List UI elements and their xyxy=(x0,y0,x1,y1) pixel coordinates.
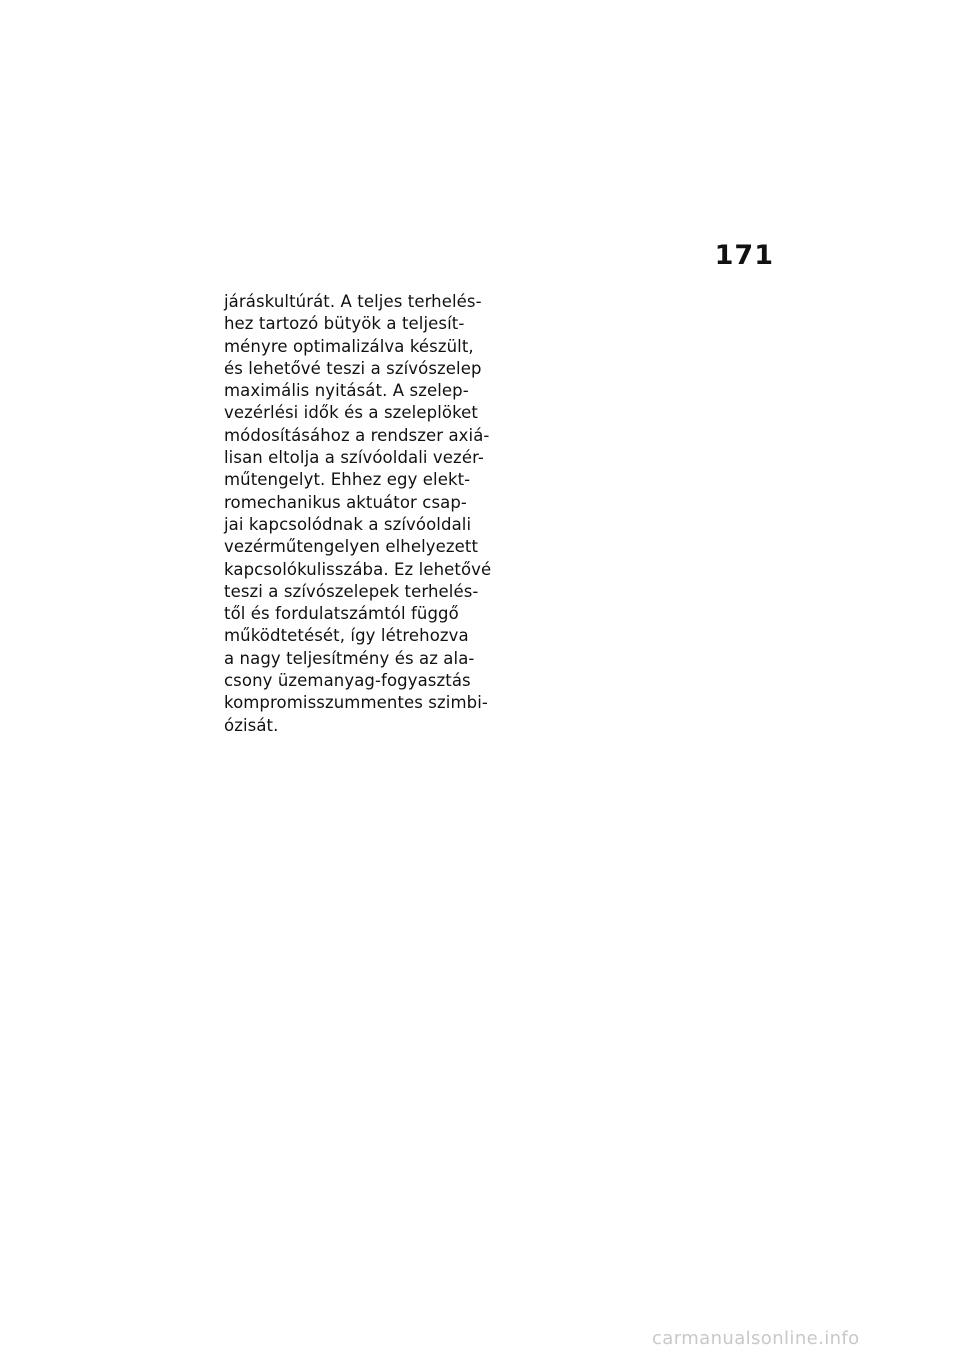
watermark-link[interactable]: carmanualsonline.info xyxy=(652,1328,860,1349)
text-line: teszi a szívószelepek terhelés- xyxy=(224,581,479,601)
text-line: től és fordulatszámtól függő xyxy=(224,604,459,624)
text-line: járáskultúrát. A teljes terhelés- xyxy=(224,292,482,311)
text-line: vezérlési idők és a szeleplöket xyxy=(224,403,478,423)
text-line: műtengelyt. Ehhez egy elekt- xyxy=(224,470,471,490)
body-text xyxy=(224,291,514,737)
text-line: módosításához a rendszer axiá- xyxy=(224,425,490,445)
text-line: kompromisszummentes szimbi- xyxy=(224,693,488,713)
text-line: ózisát. xyxy=(224,715,279,735)
text-line: a nagy teljesítmény és az ala- xyxy=(224,648,475,668)
text-line: lisan eltolja a szívóoldali vezér- xyxy=(224,448,484,468)
text-line: kapcsolókulisszába. Ez lehetővé xyxy=(224,559,492,579)
text-line: és lehetővé teszi a szívószelep xyxy=(224,358,482,378)
text-line: ményre optimalizálva készült, xyxy=(224,336,474,356)
text-line: maximális nyitását. A szelep- xyxy=(224,381,469,401)
text-line: hez tartozó bütyök a teljesít- xyxy=(224,314,465,334)
page-number: 171 xyxy=(714,240,774,271)
text-line: működtetését, így létrehozva xyxy=(224,626,469,646)
text-line: vezérműtengelyen elhelyezett xyxy=(224,537,479,557)
text-line: romechanikus aktuátor csap- xyxy=(224,492,467,512)
text-line: csony üzemanyag-fogyasztás xyxy=(224,671,471,691)
text-line: jai kapcsolódnak a szívóoldali xyxy=(224,514,472,534)
